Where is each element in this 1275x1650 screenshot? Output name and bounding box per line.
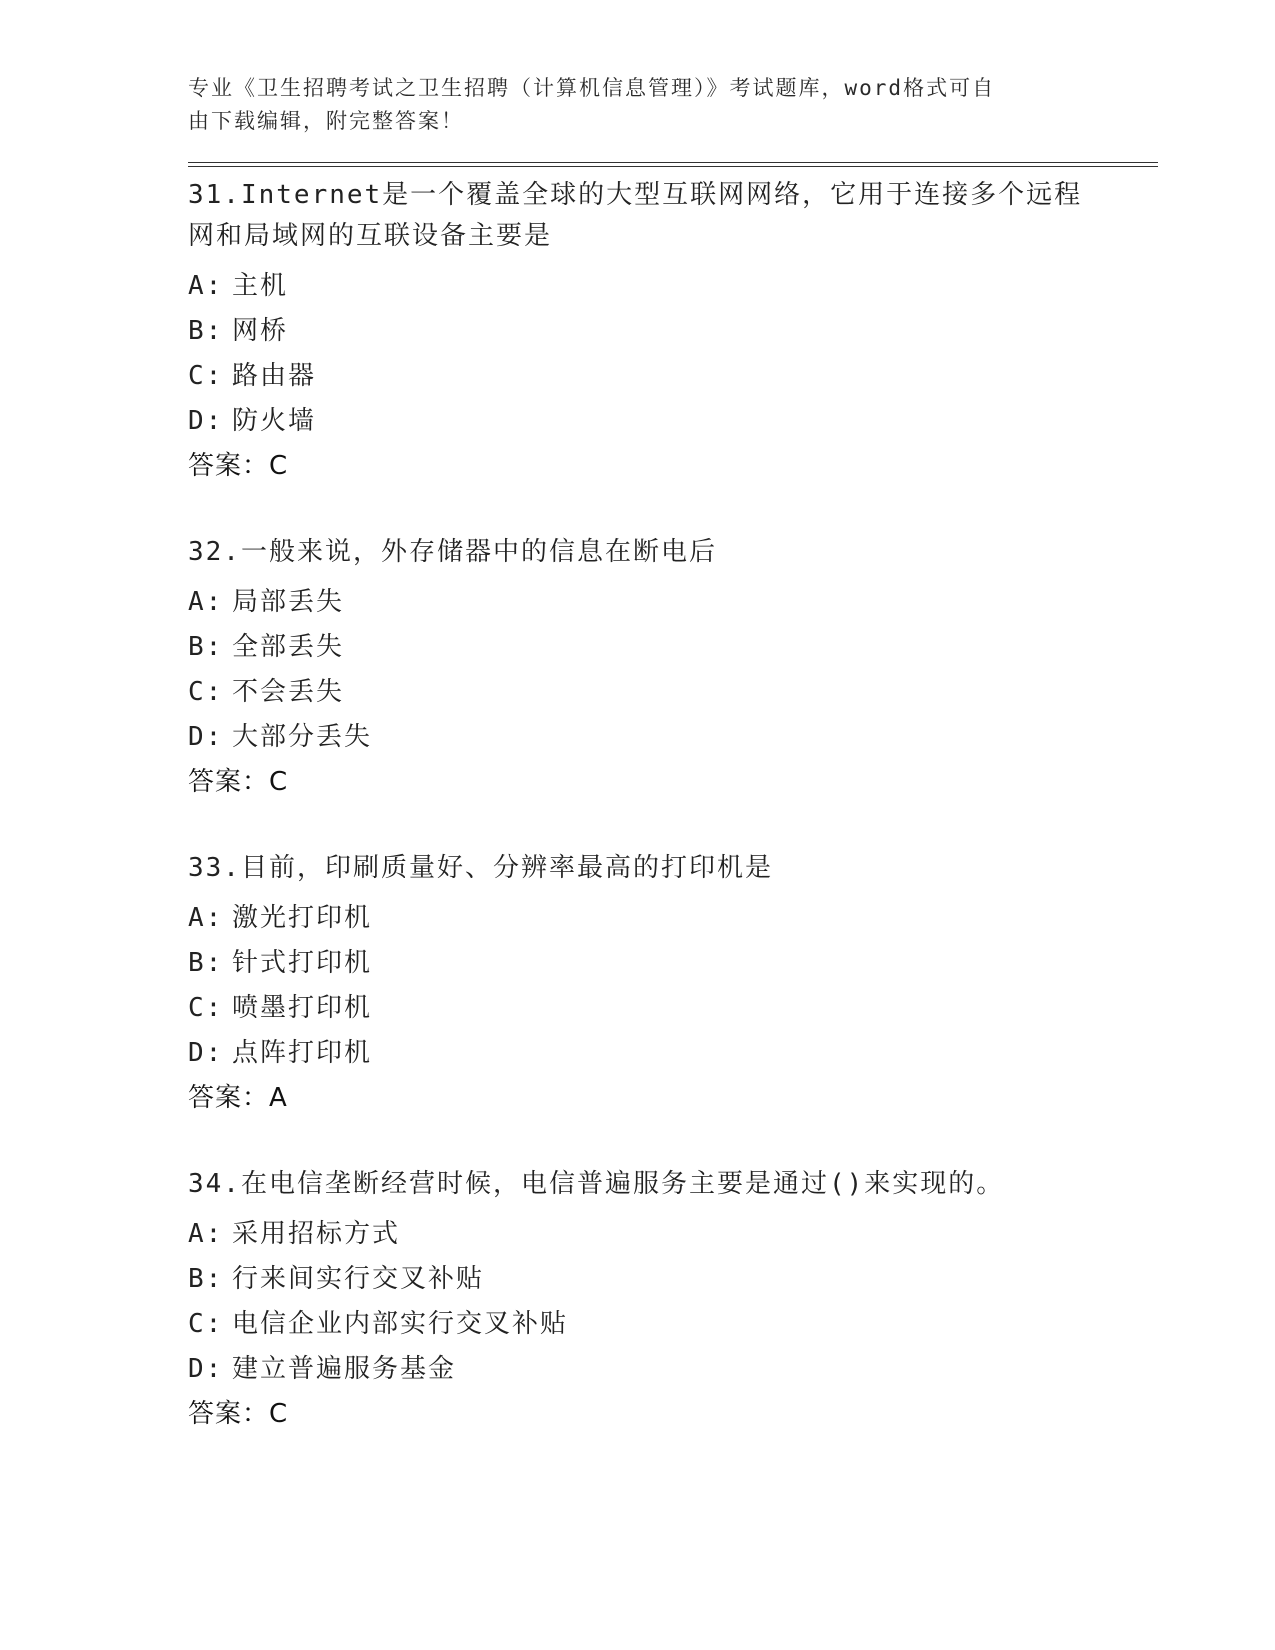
option-text: 建立普遍服务基金 — [232, 1354, 457, 1384]
question-stem: 32.一般来说，外存储器中的信息在断电后 — [188, 537, 717, 567]
header-divider — [188, 162, 1158, 167]
option-text: 喷墨打印机 — [232, 993, 373, 1023]
option-text: 局部丢失 — [232, 587, 345, 617]
option-text: 大部分丢失 — [232, 722, 373, 752]
option-text: 激光打印机 — [232, 903, 373, 933]
answer-line: 答案：C — [188, 767, 289, 797]
option-text: 全部丢失 — [232, 632, 345, 662]
option-letter: A: — [188, 271, 224, 301]
option-c — [188, 992, 1158, 1024]
option-letter: D: — [188, 722, 224, 752]
option-c — [188, 1308, 1158, 1340]
option-letter: D: — [188, 1354, 224, 1384]
option-letter: B: — [188, 632, 224, 662]
question-34 — [188, 1164, 1158, 1430]
option-letter: B: — [188, 1264, 224, 1294]
option-letter: A: — [188, 587, 224, 617]
option-letter: C: — [188, 993, 224, 1023]
option-a — [188, 586, 1158, 618]
option-text: 网桥 — [232, 316, 289, 346]
question-stem: 31.Internet是一个覆盖全球的大型互联网网络，它用于连接多个远程网和局域网的互联设备主要是 — [188, 180, 1083, 251]
option-text: 点阵打印机 — [232, 1038, 373, 1068]
option-d — [188, 1353, 1158, 1385]
question-31 — [188, 175, 1158, 482]
document-page — [188, 72, 1158, 1480]
option-b — [188, 631, 1158, 663]
option-d — [188, 721, 1158, 753]
option-d — [188, 1037, 1158, 1069]
question-list — [188, 175, 1158, 1430]
option-c — [188, 676, 1158, 708]
option-letter: B: — [188, 948, 224, 978]
option-letter: B: — [188, 316, 224, 346]
option-c — [188, 360, 1158, 392]
option-text: 不会丢失 — [232, 677, 345, 707]
answer-line: 答案：C — [188, 1399, 289, 1429]
question-33 — [188, 848, 1158, 1114]
option-letter: C: — [188, 361, 224, 391]
answer-line: 答案：A — [188, 1083, 288, 1113]
header-line-1: 专业《卫生招聘考试之卫生招聘（计算机信息管理）》考试题库，word格式可自 — [188, 76, 996, 100]
document-header — [188, 72, 1068, 138]
question-stem: 33.目前，印刷质量好、分辨率最高的打印机是 — [188, 853, 773, 883]
option-letter: A: — [188, 1219, 224, 1249]
option-a — [188, 270, 1158, 302]
option-b — [188, 315, 1158, 347]
option-letter: D: — [188, 1038, 224, 1068]
question-stem: 34.在电信垄断经营时候，电信普遍服务主要是通过()来实现的。 — [188, 1169, 1005, 1199]
option-b — [188, 947, 1158, 979]
answer-line: 答案：C — [188, 451, 289, 481]
option-letter: D: — [188, 406, 224, 436]
option-letter: A: — [188, 903, 224, 933]
option-text: 行来间实行交叉补贴 — [232, 1264, 485, 1294]
option-text: 主机 — [232, 271, 289, 301]
option-a — [188, 1218, 1158, 1250]
option-letter: C: — [188, 1309, 224, 1339]
option-text: 电信企业内部实行交叉补贴 — [232, 1309, 569, 1339]
header-line-2: 由下载编辑，附完整答案！ — [188, 109, 464, 133]
option-letter: C: — [188, 677, 224, 707]
option-d — [188, 405, 1158, 437]
option-b — [188, 1263, 1158, 1295]
option-a — [188, 902, 1158, 934]
option-text: 针式打印机 — [232, 948, 373, 978]
option-text: 路由器 — [232, 361, 317, 391]
option-text: 防火墙 — [232, 406, 317, 436]
option-text: 采用招标方式 — [232, 1219, 401, 1249]
question-32 — [188, 532, 1158, 798]
